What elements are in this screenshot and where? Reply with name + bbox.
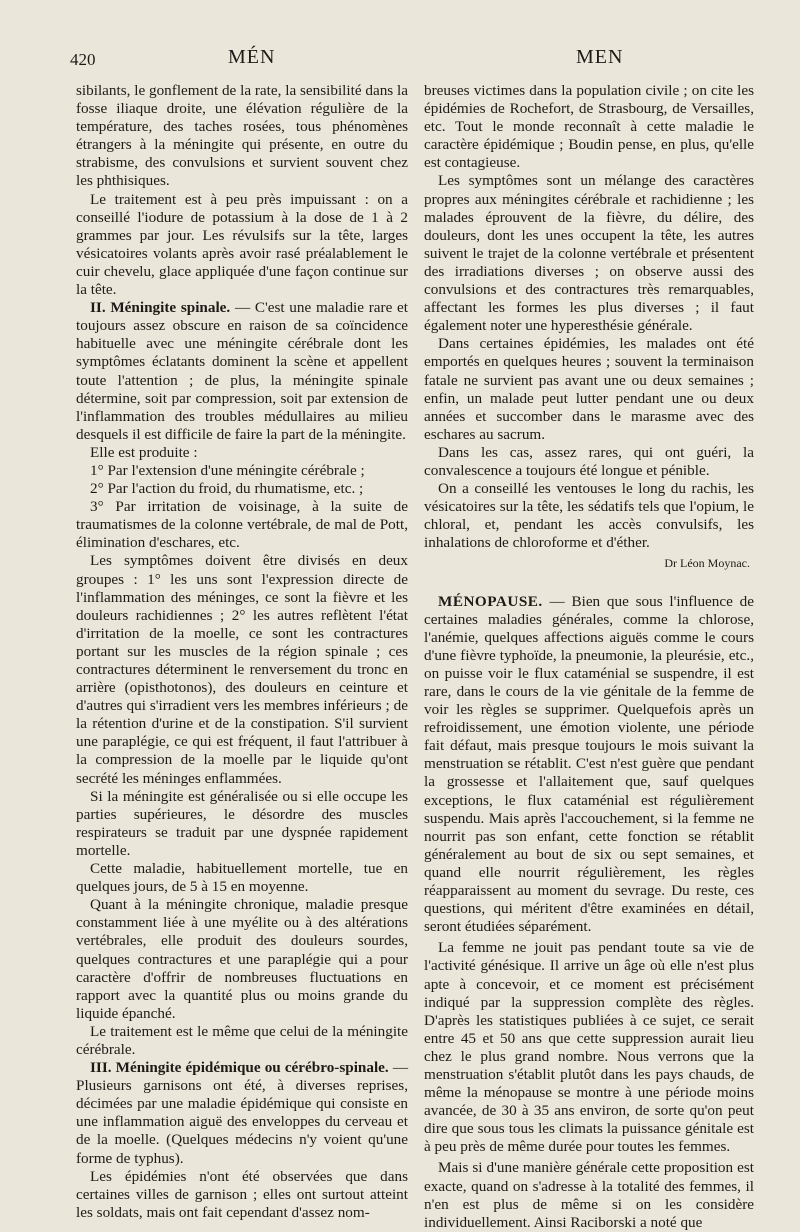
paragraph: Si la méningite est généralisée ou si elle occupe les parties supérieures, le désordre des muscles respirateurs se traduit par une dyspnée rapidement mortelle.	[76, 787, 408, 859]
section-paragraph	[76, 1059, 408, 1168]
paragraph: Quant à la méningite chronique, maladie presque constamment liée à une myélite ou à des altérations vertébrales, elle produit des douleurs sourdes, quelques contractures et une paraplégie qui a pour caractère d'offrir de nombreuses fluctuations en rapport avec la quantité plus ou moins grande du liquide épanché.	[76, 896, 408, 1022]
paragraph: Les épidémies n'ont été observées que dans certaines villes de garnison ; elles ont surtout atteint les soldats, mais ont fait cependant d'assez nom-	[76, 1167, 408, 1221]
running-header	[0, 42, 800, 72]
section-heading: II. Méningite spinale.	[90, 299, 231, 317]
paragraph: Dans les cas, assez rares, qui ont guéri, la convalescence a toujours été longue et pénible.	[424, 443, 754, 479]
paragraph: Mais si d'une manière générale cette proposition est exacte, quand on s'adresse à la totalité des femmes, il n'en est plus de même si on les considère individuellement. Ainsi Raciborski a noté que	[424, 1159, 754, 1231]
paragraph: Elle est produite :	[90, 443, 198, 461]
entry-text: — Bien que sous l'influence de certaines maladies générales, comme la chlorose, l'anémie, quelques affections aiguës comme le cours d'une fièvre typhoïde, la pneumonie, la pleurésie, etc., on puisse voir le flux cataménial se suspendre, il est rare, dans le cours de la vie génitale de la femme de voir les règles se supprimer. Quelquefois après un refroidissement, une émotion violente, une période fait défaut, mais presque toujours le mois suivant la menstruation se rétablit. C'est n'est guère que pendant la grossesse et l'allaitement que, sauf quelques exceptions, le flux cataménial est régulièrement suspendu. Mais après l'accouchement, si la femme ne nourrit pas son enfant, cette fonction se rétablit généralement au bout de six ou sept semaines, et quand elle nourrit régulièrement, les règles réapparaissent au moment du sevrage. Du reste, ces questions, qui méritent d'être examinées en détail, seront étudiées séparément.	[424, 592, 754, 936]
right-column	[424, 82, 754, 1232]
section-heading: III. Méningite épidémique ou cérébro-spinale.	[90, 1059, 389, 1077]
section-text: — C'est une maladie rare et toujours assez obscure en raison de sa coïncidence habituelle avec une méningite cérébrale dont les symptômes éclatants dominent la scène et appellent toute l'attention ; de plus, la méningite spinale détermine, soit par compression, soit par extension de l'inflammation des troubles médullaires au milieu desquels il est difficile de faire la part de la méningite.	[76, 299, 409, 443]
section-paragraph	[76, 299, 408, 444]
paragraph: breuses victimes dans la population civile ; on cite les épidémies de Rochefort, de Strasbourg, de Versailles, etc. Tout le monde reconnaît à cette maladie le caractère épidémique ; Boudin pense, en plus, qu'elle est contagieuse.	[424, 82, 754, 172]
paragraph: sibilants, le gonflement de la rate, la sensibilité dans la fosse iliaque droite, une élévation régulière de la température, des taches rosées, tous phénomènes étrangers à la méningite qui présente, en outre du strabisme, des convulsions et survient souvent chez les phthisiques.	[76, 82, 408, 190]
page-number: 420	[70, 50, 96, 69]
paragraph: Dans certaines épidémies, les malades ont été emportés en quelques heures ; souvent la terminaison fatale ne survient pas avant une ou deux semaines ; enfin, un malade peut lutter pendant une ou deux années et succomber dans le marasme avec des eschares au sacrum.	[424, 335, 754, 443]
list-item: 3° Par irritation de voisinage, à la suite de traumatismes de la colonne vertébrale, de mal de Pott, élimination d'eschares, etc.	[76, 498, 408, 552]
paragraph: La femme ne jouit pas pendant toute sa vie de l'activité génésique. Il arrive un âge où elle n'est plus apte à concevoir, et ce moment est précisément indiqué par la suppression complète des règles. D'après les statistiques publiées à ce sujet, ce serait entre 45 et 50 ans que cette suppression aurait lieu chez le plus grand nombre. Nous verrons que la menstruation s'établit plutôt dans les pays chauds, de même la ménopause se montre à une période moins avancée, de 30 à 35 ans environ, de sorte qu'on peut dire que sous tous les climats la puissance génitale est à peu près de même durée pour toutes les femmes.	[424, 939, 754, 1156]
author-signature: Dr Léon Moynac.	[664, 556, 750, 571]
paragraph: On a conseillé les ventouses le long du rachis, les vésicatoires sur la tête, les sédatifs tels que l'opium, le chloral, et, pendant les accès convulsifs, les inhalations de chloroforme et d'éther.	[424, 480, 754, 552]
entry-heading: MÉNOPAUSE.	[438, 592, 543, 610]
left-running-head: MÉN	[228, 46, 276, 68]
right-running-head: MEN	[576, 46, 624, 68]
entry-paragraph	[424, 593, 754, 937]
list-item: 2° Par l'action du froid, du rhumatisme, etc. ;	[90, 480, 364, 498]
left-column	[76, 82, 408, 1222]
paragraph: Le traitement est le même que celui de la méningite cérébrale.	[76, 1022, 408, 1058]
paragraph: Les symptômes sont un mélange des caractères propres aux méningites cérébrale et rachidienne ; les malades éprouvent de la fièvre, du délire, des douleurs, dont les unes occupent la tête, les autres suivent le trajet de la colonne vertébrale et présentent des irradiations diverses ; on observe aussi des convulsions et des contractures très remarquables, affectant les formes les plus diverses ; il faut également noter une hyperesthésie générale.	[424, 172, 754, 335]
paragraph: Cette maladie, habituellement mortelle, tue en quelques jours, de 5 à 15 en moyenne.	[76, 860, 408, 896]
paragraph: Le traitement est à peu près impuissant : on a conseillé l'iodure de potassium à la dose de 1 à 2 grammes par jour. Les révulsifs sur la tête, larges vésicatoires volants après avoir rasé préalablement le cuir chevelu, glace appliquée d'une façon continue sur la tête.	[76, 190, 408, 299]
entry-separator	[424, 573, 754, 593]
paragraph: Les symptômes doivent être divisés en deux groupes : 1° les uns sont l'expression directe de l'inflammation des méninges, ce sont la fièvre et les douleurs rachidiennes ; 2° les autres reflètent l'état d'irritation de la moelle, ce sont les contractures portant sur les muscles de la région spinale ; ces contractures déterminent le renversement du tronc en arrière (opisthotonos), des douleurs en ceinture et d'autres qui s'irradient vers les membres inférieurs ; de la rétention d'urine et de la constipation. S'il survient une paraplégie, ce qui est fréquent, il faut l'attribuer à la compression de la moelle par le liquide qu'ont secrété les méninges enflammées.	[76, 552, 408, 787]
list-item: 1° Par l'extension d'une méningite cérébrale ;	[90, 461, 365, 479]
section-text: — Plusieurs garnisons ont été, à diverses reprises, décimées par une maladie épidémique qui consiste en une inflammation aiguë des enveloppes du cerveau et de la moelle. (Quelques médecins n'y voient qu'une forme de typhus).	[76, 1059, 409, 1167]
